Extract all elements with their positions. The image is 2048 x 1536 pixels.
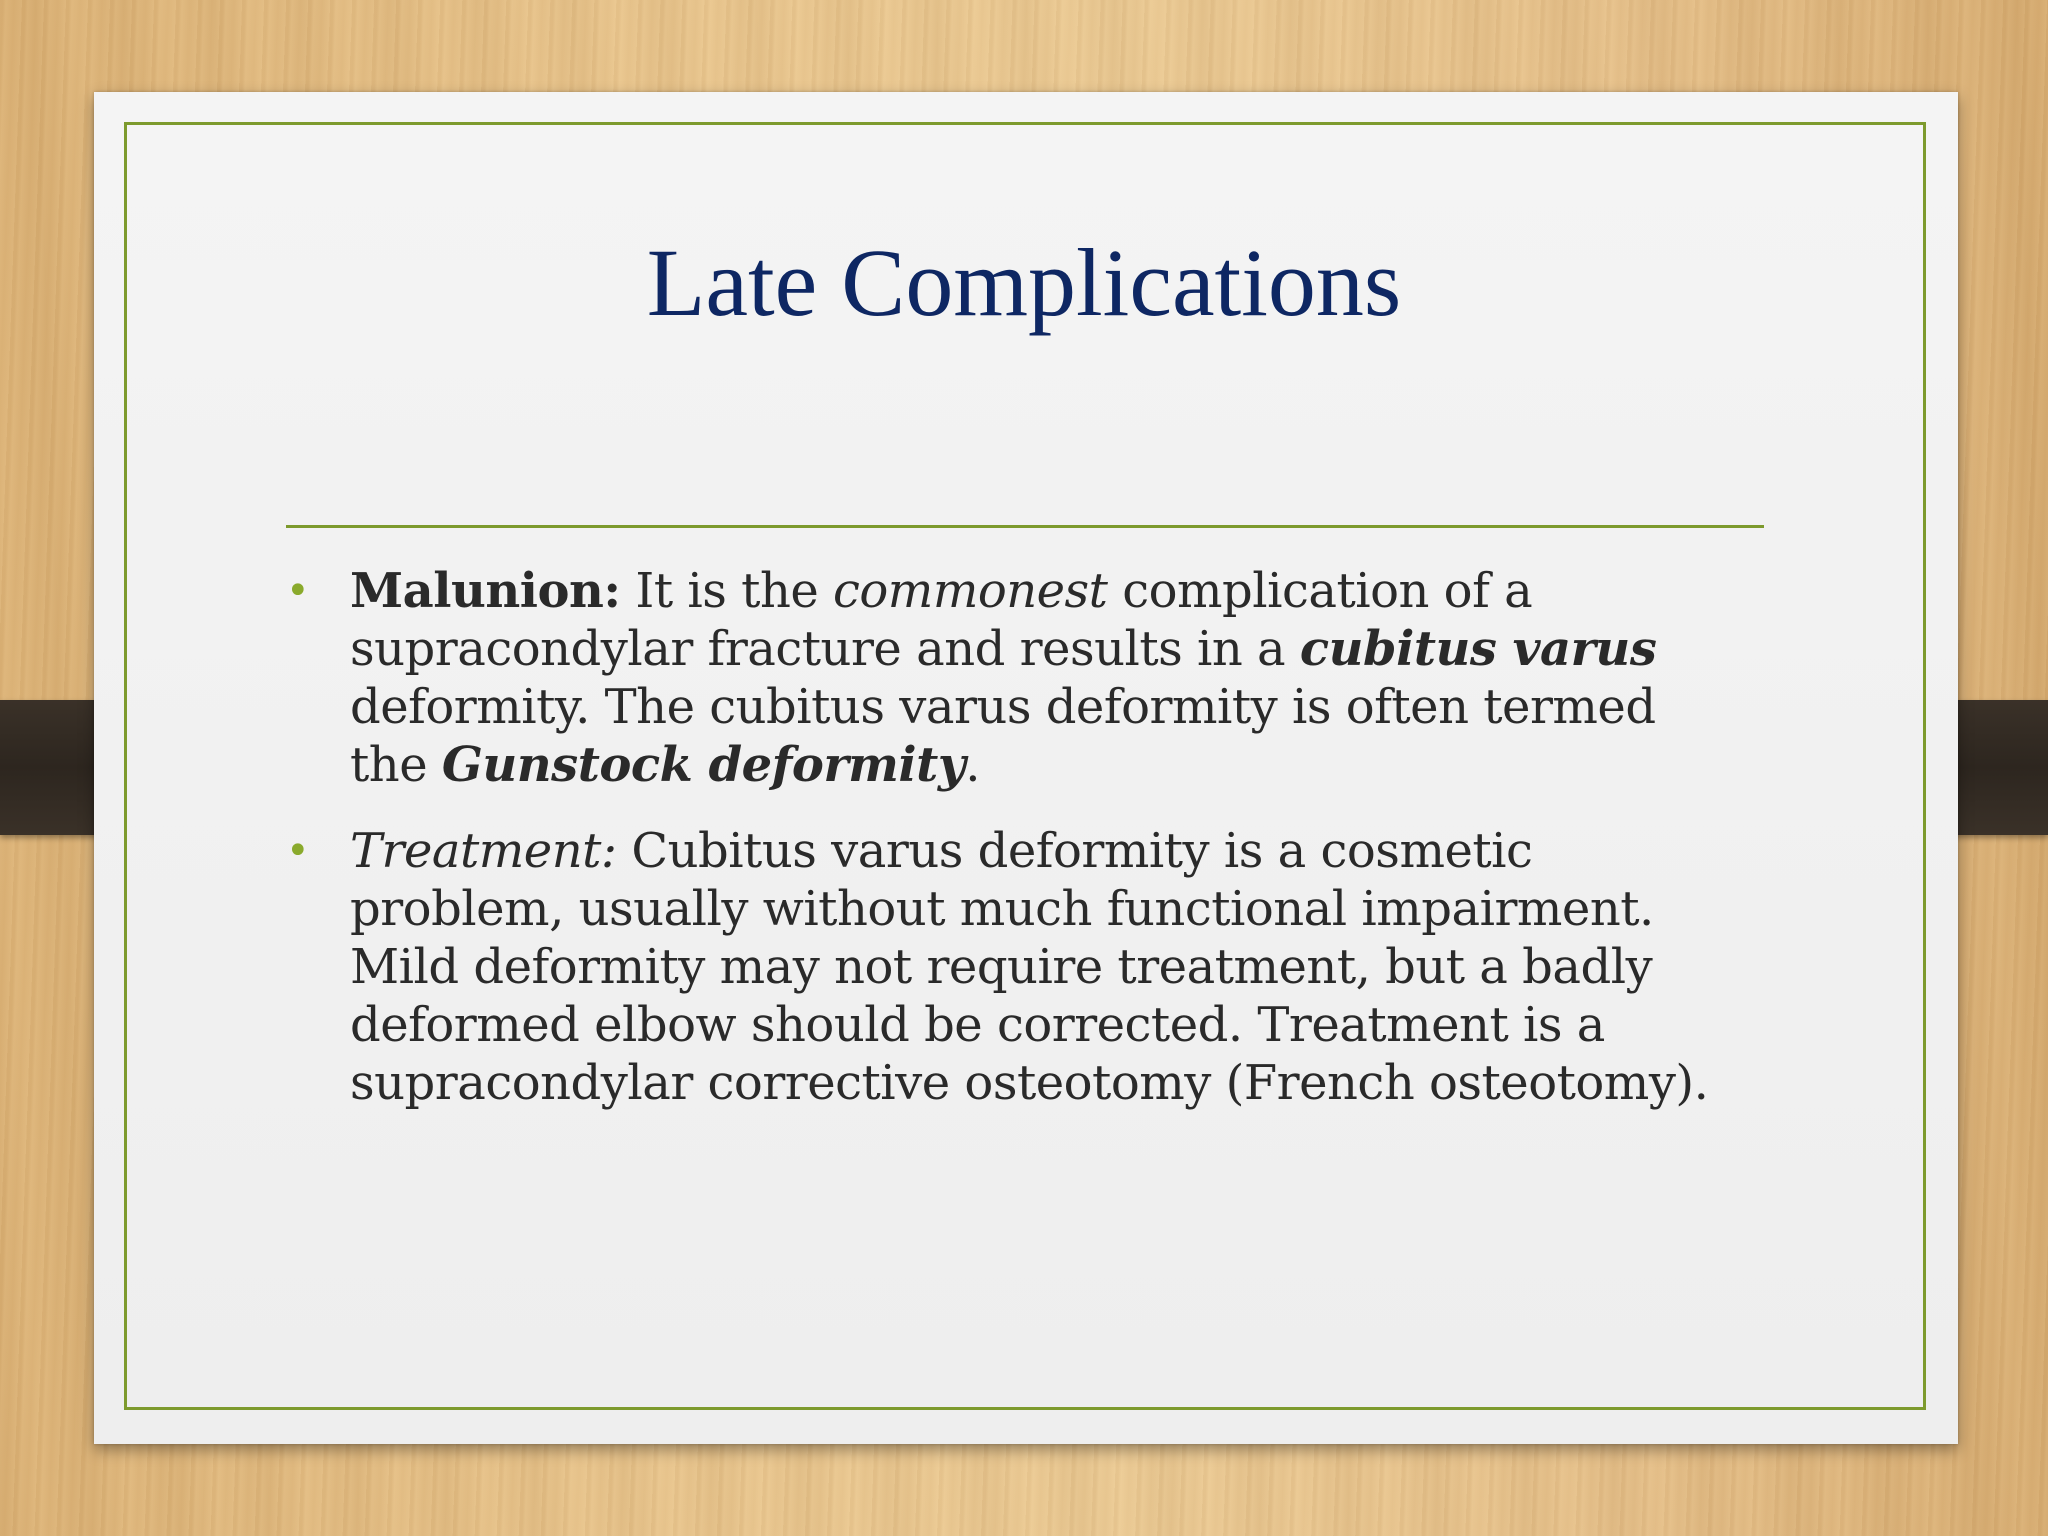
bullet-marker: •: [286, 568, 310, 614]
bullet-emphasis: Gunstock deformity: [441, 737, 966, 793]
bullet-text: It is the: [620, 563, 834, 619]
bullet-malunion: [286, 562, 1726, 794]
bullet-marker: •: [286, 828, 310, 874]
bullet-emphasis: commonest: [833, 563, 1108, 619]
bullet-text: Cubitus varus deformity is a cosmetic problem, usually without much functional impairment. Mild deformity may not require treatment, but a badly deformed elbow should be corrected. Treatment is a supracondylar corrective osteotomy (French osteotomy).: [350, 823, 1709, 1111]
slide-content: [286, 562, 1726, 1140]
bullet-treatment: [286, 822, 1726, 1112]
title-divider: [286, 525, 1764, 528]
slide-title: Late Complications: [646, 229, 1402, 336]
bullet-text: complication of a supracondylar fracture and results in a: [350, 563, 1533, 677]
bullet-text: deformity. The cubitus varus deformity is often termed the: [350, 679, 1656, 793]
bullet-text: .: [965, 737, 980, 793]
bullet-label: Malunion:: [350, 563, 621, 619]
bullet-emphasis: cubitus varus: [1299, 621, 1657, 677]
bullet-label: Treatment:: [350, 823, 617, 879]
